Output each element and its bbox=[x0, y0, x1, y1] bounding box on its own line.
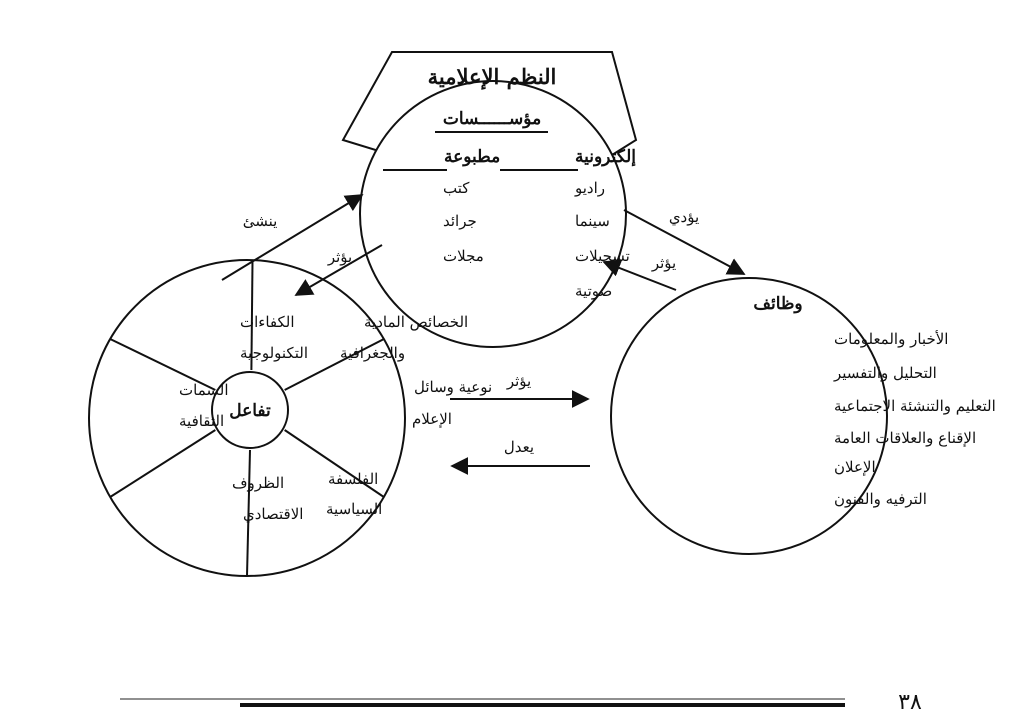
factor-political-line2: السياسية bbox=[326, 500, 383, 518]
print-heading: مطبوعة bbox=[444, 147, 501, 167]
affects-top-right-label: يؤثر bbox=[651, 254, 677, 272]
page-number: ٣٨ bbox=[898, 690, 922, 712]
function-item-education: التعليم والتنشئة الاجتماعية bbox=[834, 397, 996, 415]
print-item-magazines: مجلات bbox=[443, 247, 484, 265]
electronic-item-radio: راديو bbox=[575, 179, 606, 197]
factor-cultural-line2: الثقافية bbox=[179, 412, 225, 430]
factor-tech-line2: التكنولوجية bbox=[240, 344, 308, 362]
electronic-item-audio: صوتية bbox=[575, 282, 613, 300]
function-item-news: الأخبار والمعلومات bbox=[834, 330, 949, 348]
factor-media-type-line2: الإعلام bbox=[412, 410, 452, 428]
modifies-label: يعدل bbox=[503, 438, 535, 456]
factor-media-type-line1: نوعية وسائل bbox=[414, 378, 493, 396]
factor-economic-line1: الظروف bbox=[232, 474, 285, 492]
creates-label: ينشئ bbox=[242, 212, 278, 230]
functions-heading: وظائف bbox=[753, 294, 803, 314]
print-item-books: كتب bbox=[443, 179, 470, 197]
leads-to-label: يؤدي bbox=[668, 208, 700, 226]
factor-economic-line2: الاقتصادي bbox=[243, 505, 304, 523]
function-item-analysis: التحليل والتفسير bbox=[834, 364, 937, 382]
function-item-persuasion: الإقناع والعلاقات العامة bbox=[834, 429, 977, 447]
media-systems-title: النظم الإعلامية bbox=[427, 64, 557, 89]
factor-political-line1: الفلسفة bbox=[328, 470, 379, 488]
institutions-subtitle: مؤســــــسات bbox=[442, 109, 542, 129]
factor-physical-line2: والجغرافية bbox=[340, 344, 406, 362]
affects-top-left-label: يؤثر bbox=[327, 248, 353, 266]
print-item-newspapers: جرائد bbox=[443, 212, 477, 230]
factor-physical-line1: الخصائص المادية bbox=[364, 313, 469, 331]
functions-circle bbox=[611, 278, 887, 554]
electronic-item-cinema: سينما bbox=[575, 212, 610, 230]
factor-cultural-line1: السمات bbox=[179, 381, 229, 399]
function-item-advertising: الإعلان bbox=[834, 458, 876, 476]
electronic-item-recordings: تسجيلات bbox=[575, 247, 630, 265]
electronic-heading: إلكترونية bbox=[575, 147, 636, 167]
function-item-entertainment: الترفيه والفنون bbox=[834, 490, 927, 508]
factor-tech-line1: الكفاءات bbox=[240, 313, 295, 331]
interaction-center-label: تفاعل bbox=[229, 401, 271, 421]
affects-middle-label: يؤثر bbox=[506, 372, 532, 390]
